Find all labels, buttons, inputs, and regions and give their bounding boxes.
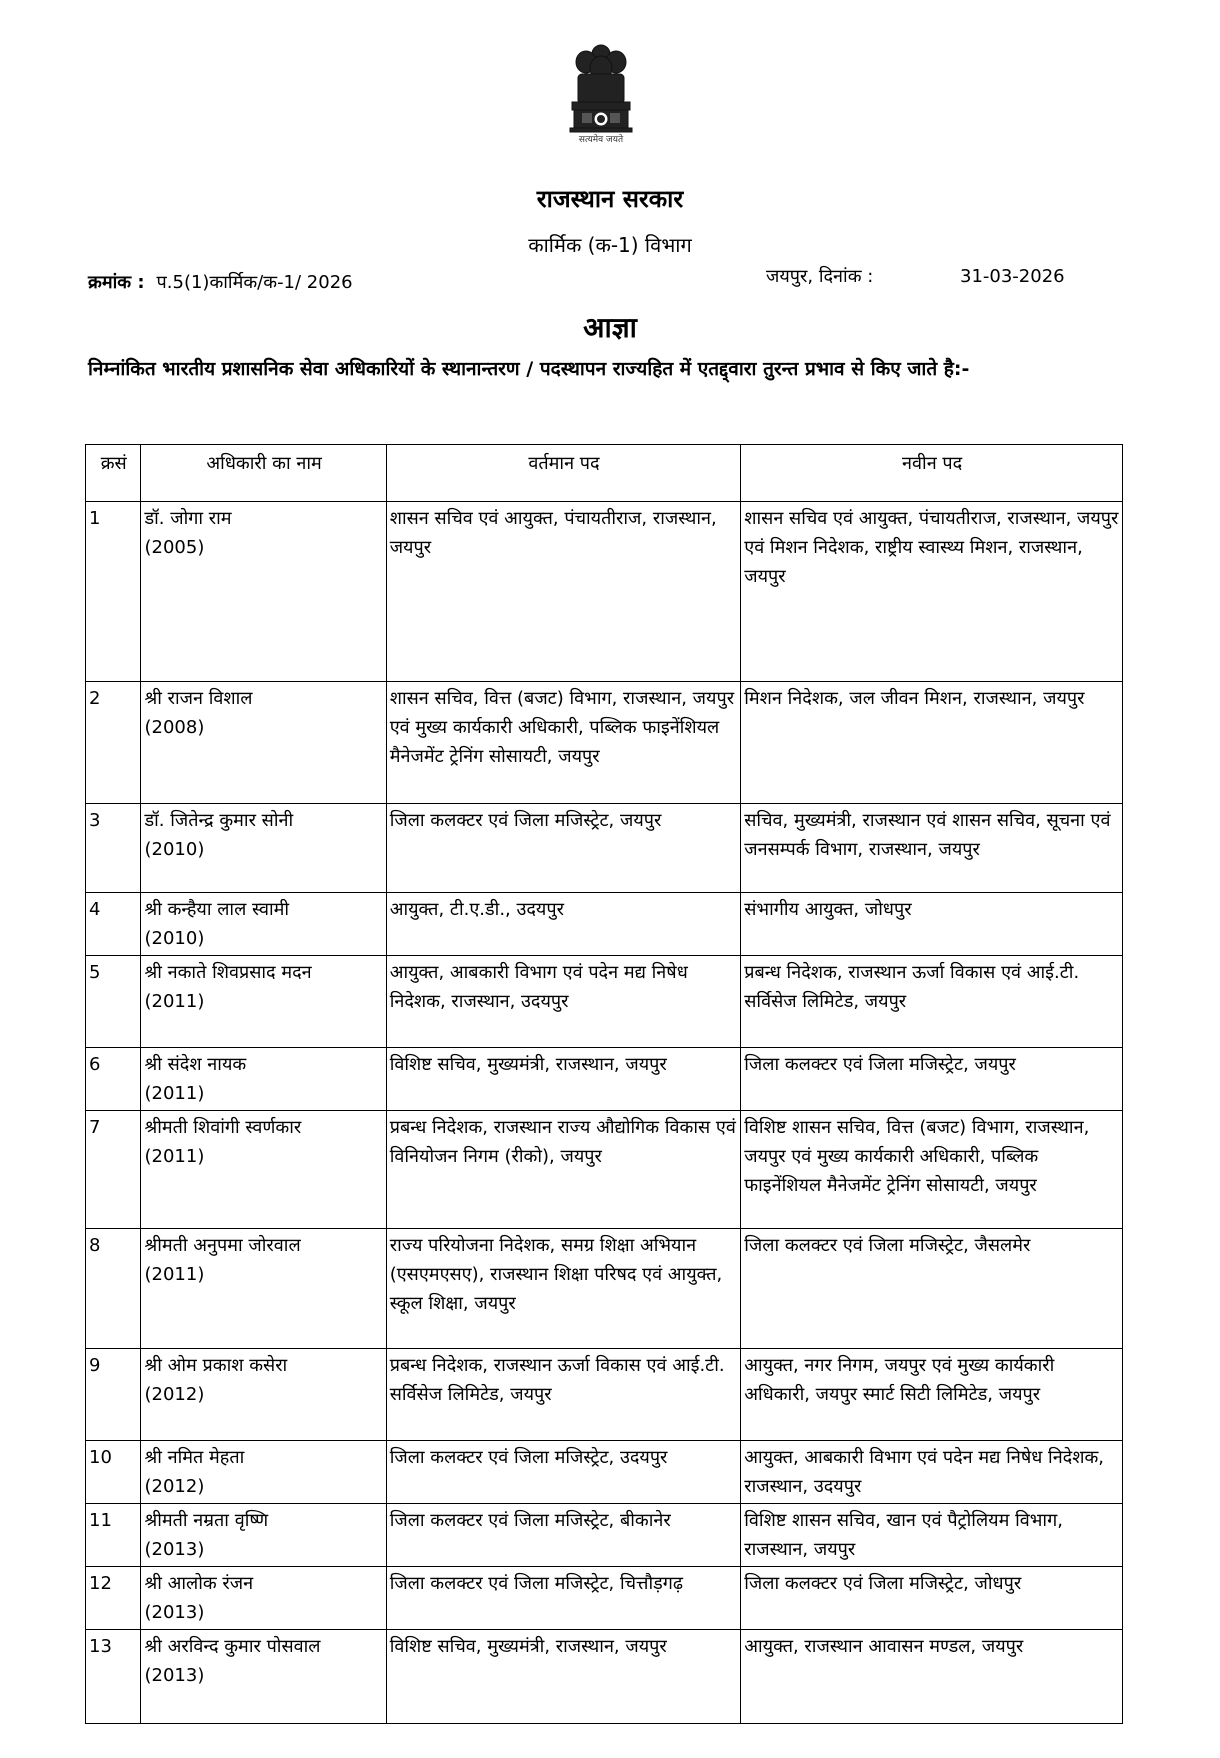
cell-new-post: जिला कलक्टर एवं जिला मजिस्ट्रेट, जैसलमेर xyxy=(741,1229,1123,1349)
cell-officer xyxy=(141,1441,386,1504)
department-title: कार्मिक (क-1) विभाग xyxy=(528,233,692,257)
cell-new-post: आयुक्त, राजस्थान आवासन मण्डल, जयपुर xyxy=(741,1630,1123,1724)
cell-new-post: सचिव, मुख्यमंत्री, राजस्थान एवं शासन सचिव, सूचना एवं जनसम्पर्क विभाग, राजस्थान, जयपुर xyxy=(741,804,1123,893)
cell-sno: 2 xyxy=(86,682,141,804)
officer-name: श्री कन्हैया लाल स्वामी xyxy=(144,899,290,920)
cell-current-post: जिला कलक्टर एवं जिला मजिस्ट्रेट, बीकानेर xyxy=(386,1504,741,1567)
officer-name: श्री अरविन्द कुमार पोसवाल xyxy=(144,1636,321,1657)
table-header-row xyxy=(86,445,1123,502)
cell-officer xyxy=(141,682,386,804)
officer-name: श्री ओम प्रकाश कसेरा xyxy=(144,1355,288,1376)
cell-current-post: जिला कलक्टर एवं जिला मजिस्ट्रेट, जयपुर xyxy=(386,804,741,893)
officer-name: डॉ. जितेन्द्र कुमार सोनी xyxy=(144,810,294,831)
officer-batch: (2013) xyxy=(144,1602,205,1623)
cell-current-post: आयुक्त, टी.ए.डी., उदयपुर xyxy=(386,893,741,956)
table-row xyxy=(86,1567,1123,1630)
cell-sno: 5 xyxy=(86,956,141,1048)
cell-current-post: विशिष्ट सचिव, मुख्यमंत्री, राजस्थान, जयपुर xyxy=(386,1630,741,1724)
officer-name: श्री संदेश नायक xyxy=(144,1054,247,1075)
cell-current-post: आयुक्त, आबकारी विभाग एवं पदेन मद्य निषेध निदेशक, राजस्थान, उदयपुर xyxy=(386,956,741,1048)
cell-new-post: शासन सचिव एवं आयुक्त, पंचायतीराज, राजस्थान, जयपुर एवं मिशन निदेशक, राष्ट्रीय स्वास्थ्य मिशन, राजस्थान, जयपुर xyxy=(741,502,1123,682)
cell-sno: 13 xyxy=(86,1630,141,1724)
cell-sno: 9 xyxy=(86,1349,141,1441)
cell-officer xyxy=(141,1567,386,1630)
officer-name: श्री नकाते शिवप्रसाद मदन xyxy=(144,962,312,983)
officer-batch: (2013) xyxy=(144,1665,205,1686)
table-row xyxy=(86,893,1123,956)
cell-new-post: संभागीय आयुक्त, जोधपुर xyxy=(741,893,1123,956)
officer-name: श्रीमती अनुपमा जोरवाल xyxy=(144,1235,301,1256)
table-row xyxy=(86,956,1123,1048)
officer-batch: (2005) xyxy=(144,537,205,558)
cell-current-post: शासन सचिव, वित्त (बजट) विभाग, राजस्थान, जयपुर एवं मुख्य कार्यकारी अधिकारी, पब्लिक फाइनेंशियल मैनेजमेंट ट्रेनिंग सोसायटी, जयपुर xyxy=(386,682,741,804)
table-row xyxy=(86,1111,1123,1229)
table-row xyxy=(86,1630,1123,1724)
cell-new-post: मिशन निदेशक, जल जीवन मिशन, राजस्थान, जयपुर xyxy=(741,682,1123,804)
officer-batch: (2011) xyxy=(144,1146,205,1167)
table-row xyxy=(86,1504,1123,1567)
officer-batch: (2010) xyxy=(144,839,205,860)
cell-current-post: जिला कलक्टर एवं जिला मजिस्ट्रेट, चित्तौड़गढ़ xyxy=(386,1567,741,1630)
cell-current-post: राज्य परियोजना निदेशक, समग्र शिक्षा अभियान (एसएमएसए), राजस्थान शिक्षा परिषद एवं आयुक्त, स्कूल शिक्षा, जयपुर xyxy=(386,1229,741,1349)
table-row xyxy=(86,502,1123,682)
header-sno: क्रसं xyxy=(86,445,141,502)
cell-new-post: प्रबन्ध निदेशक, राजस्थान ऊर्जा विकास एवं आई.टी. सर्विसेज लिमिटेड, जयपुर xyxy=(741,956,1123,1048)
header-current-post: वर्तमान पद xyxy=(386,445,741,502)
cell-officer xyxy=(141,1630,386,1724)
cell-new-post: जिला कलक्टर एवं जिला मजिस्ट्रेट, जोधपुर xyxy=(741,1567,1123,1630)
header-officer-name: अधिकारी का नाम xyxy=(141,445,386,502)
cell-sno: 3 xyxy=(86,804,141,893)
cell-new-post: जिला कलक्टर एवं जिला मजिस्ट्रेट, जयपुर xyxy=(741,1048,1123,1111)
table-row xyxy=(86,804,1123,893)
cell-sno: 7 xyxy=(86,1111,141,1229)
cell-current-post: विशिष्ट सचिव, मुख्यमंत्री, राजस्थान, जयपुर xyxy=(386,1048,741,1111)
cell-sno: 6 xyxy=(86,1048,141,1111)
cell-sno: 8 xyxy=(86,1229,141,1349)
table-row xyxy=(86,1349,1123,1441)
cell-officer xyxy=(141,804,386,893)
cell-officer xyxy=(141,893,386,956)
order-date: 31-03-2026 xyxy=(960,266,1065,287)
government-title: राजस्थान सरकार xyxy=(536,185,684,213)
officer-name: श्री राजन विशाल xyxy=(144,688,253,709)
officer-batch: (2011) xyxy=(144,1083,205,1104)
header-new-post: नवीन पद xyxy=(741,445,1123,502)
cell-current-post: शासन सचिव एवं आयुक्त, पंचायतीराज, राजस्थान, जयपुर xyxy=(386,502,741,682)
cell-officer xyxy=(141,502,386,682)
cell-officer xyxy=(141,1229,386,1349)
cell-officer xyxy=(141,1111,386,1229)
officer-name: श्रीमती शिवांगी स्वर्णकार xyxy=(144,1117,302,1138)
emblem-motto: सत्यमेव जयते xyxy=(578,135,624,145)
cell-new-post: विशिष्ट शासन सचिव, वित्त (बजट) विभाग, राजस्थान, जयपुर एवं मुख्य कार्यकारी अधिकारी, पब्लिक फाइनेंशियल मैनेजमेंट ट्रेनिंग सोसायटी, जयपुर xyxy=(741,1111,1123,1229)
cell-sno: 11 xyxy=(86,1504,141,1567)
date-label: जयपुर, दिनांक : xyxy=(766,266,874,287)
cell-sno: 4 xyxy=(86,893,141,956)
cell-current-post: प्रबन्ध निदेशक, राजस्थान राज्य औद्योगिक विकास एवं विनियोजन निगम (रीको), जयपुर xyxy=(386,1111,741,1229)
table-row xyxy=(86,1229,1123,1349)
officer-batch: (2011) xyxy=(144,991,205,1012)
reference-line xyxy=(88,270,353,294)
cell-sno: 12 xyxy=(86,1567,141,1630)
officer-batch: (2011) xyxy=(144,1264,205,1285)
cell-new-post: विशिष्ट शासन सचिव, खान एवं पैट्रोलियम विभाग, राजस्थान, जयपुर xyxy=(741,1504,1123,1567)
cell-current-post: प्रबन्ध निदेशक, राजस्थान ऊर्जा विकास एवं आई.टी. सर्विसेज लिमिटेड, जयपुर xyxy=(386,1349,741,1441)
cell-new-post: आयुक्त, नगर निगम, जयपुर एवं मुख्य कार्यकारी अधिकारी, जयपुर स्मार्ट सिटी लिमिटेड, जयपुर xyxy=(741,1349,1123,1441)
officer-batch: (2012) xyxy=(144,1476,205,1497)
table-row xyxy=(86,682,1123,804)
order-intro: निम्नांकित भारतीय प्रशासनिक सेवा अधिकारियों के स्थानान्तरण / पदस्थापन राज्यहित में एतद्द्वारा तुरन्त प्रभाव से किए जाते है:- xyxy=(88,358,970,380)
table-row xyxy=(86,1048,1123,1111)
cell-sno: 1 xyxy=(86,502,141,682)
officer-name: श्री नमित मेहता xyxy=(144,1447,245,1468)
cell-current-post: जिला कलक्टर एवं जिला मजिस्ट्रेट, उदयपुर xyxy=(386,1441,741,1504)
officer-name: श्री आलोक रंजन xyxy=(144,1573,254,1594)
reference-number: प.5(1)कार्मिक/क-1/ 2026 xyxy=(156,272,353,293)
cell-officer xyxy=(141,1048,386,1111)
cell-new-post: आयुक्त, आबकारी विभाग एवं पदेन मद्य निषेध निदेशक, राजस्थान, उदयपुर xyxy=(741,1441,1123,1504)
reference-label: क्रमांक : xyxy=(88,272,145,293)
officer-batch: (2008) xyxy=(144,717,205,738)
order-title: आज्ञा xyxy=(583,311,637,344)
officer-name: डॉ. जोगा राम xyxy=(144,508,232,529)
officer-batch: (2010) xyxy=(144,928,205,949)
postings-table xyxy=(85,444,1123,1724)
cell-officer xyxy=(141,956,386,1048)
officer-batch: (2012) xyxy=(144,1384,205,1405)
cell-officer xyxy=(141,1349,386,1441)
officer-name: श्रीमती नम्रता वृष्णि xyxy=(144,1510,269,1531)
cell-sno: 10 xyxy=(86,1441,141,1504)
officer-batch: (2013) xyxy=(144,1539,205,1560)
table-row xyxy=(86,1441,1123,1504)
cell-officer xyxy=(141,1504,386,1567)
